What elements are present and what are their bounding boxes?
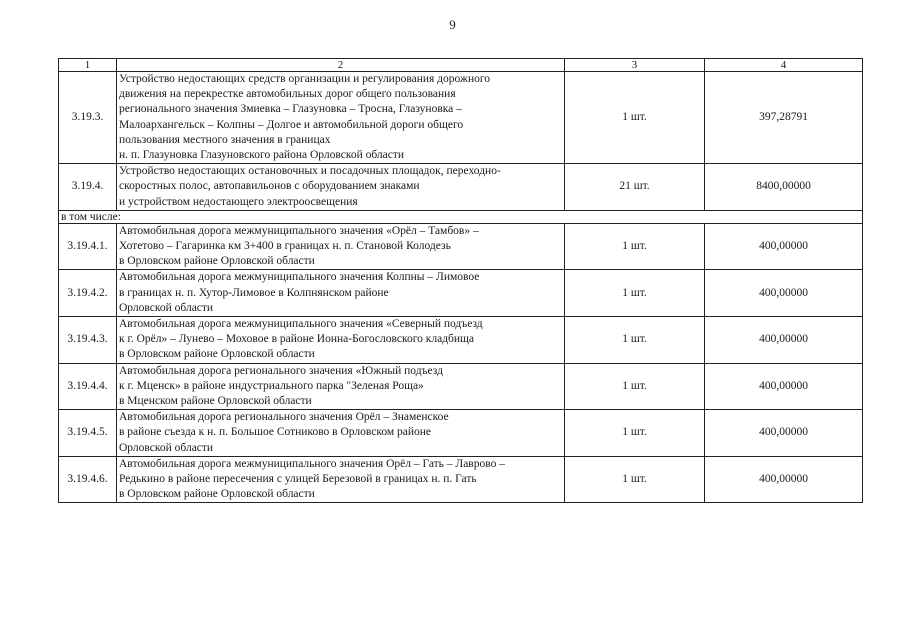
amount-cell: 400,00000 <box>705 363 863 410</box>
row-number-cell: 3.19.3. <box>59 72 117 164</box>
table-header-row <box>59 59 863 72</box>
quantity-cell: 21 шт. <box>565 164 705 211</box>
description-line: в Орловском районе Орловской области <box>119 488 315 501</box>
description-line: Автомобильная дорога межмуниципального значения «Орёл – Тамбов» – <box>119 224 479 237</box>
description-cell <box>117 164 565 211</box>
description-line: в Орловском районе Орловской области <box>119 255 315 268</box>
description-line: Устройство недостающих остановочных и посадочных площадок, переходно- <box>119 165 501 178</box>
page-number: 9 <box>449 17 456 32</box>
description-line: Орловской области <box>119 301 214 314</box>
table-row <box>59 164 863 211</box>
table-row <box>59 317 863 364</box>
row-number-cell: 3.19.4.5. <box>59 410 117 457</box>
description-line: в Орловском районе Орловской области <box>119 348 315 361</box>
description-line: Автомобильная дорога регионального значения Орёл – Знаменское <box>119 411 449 424</box>
description-line: движения на перекрестке автомобильных дорог общего пользования <box>119 88 456 101</box>
description-line: Хотетово – Гагаринка км 3+400 в границах н. п. Становой Колодезь <box>119 240 451 253</box>
description-line: Автомобильная дорога межмуниципального значения Колпны – Лимовое <box>119 271 480 284</box>
amount-cell: 400,00000 <box>705 456 863 503</box>
description-line: к г. Мценск» в районе индустриального парка "Зеленая Роща» <box>119 379 424 392</box>
column-header: 1 <box>59 59 117 72</box>
description-cell <box>117 317 565 364</box>
table-row <box>59 223 863 270</box>
description-cell <box>117 410 565 457</box>
description-line: к г. Орёл» – Лунево – Моховое в районе Ионна-Богословского кладбища <box>119 333 475 346</box>
quantity-cell: 1 шт. <box>565 410 705 457</box>
description-line: Орловской области <box>119 441 214 454</box>
subheader-label: в том числе: <box>59 210 863 223</box>
quantity-cell: 1 шт. <box>565 456 705 503</box>
quantity-cell: 1 шт. <box>565 72 705 164</box>
table-row <box>59 72 863 164</box>
description-line: скоростных полос, автопавильонов с оборудованием знаками <box>119 180 420 193</box>
table-row <box>59 456 863 503</box>
column-header: 2 <box>117 59 565 72</box>
row-number-cell: 3.19.4.3. <box>59 317 117 364</box>
quantity-cell: 1 шт. <box>565 223 705 270</box>
table-row <box>59 363 863 410</box>
amount-cell: 400,00000 <box>705 317 863 364</box>
amount-cell: 400,00000 <box>705 410 863 457</box>
description-line: н. п. Глазуновка Глазуновского района Орловской области <box>119 149 405 162</box>
table-row <box>59 270 863 317</box>
quantity-cell: 1 шт. <box>565 317 705 364</box>
description-line: Редькино в районе пересечения с улицей Березовой в границах н. п. Гать <box>119 473 477 486</box>
description-line: и устройством недостающего электроосвещения <box>119 195 358 208</box>
description-cell <box>117 72 565 164</box>
amount-cell: 400,00000 <box>705 223 863 270</box>
row-number-cell: 3.19.4. <box>59 164 117 211</box>
data-table <box>58 58 863 503</box>
description-cell <box>117 270 565 317</box>
description-cell <box>117 363 565 410</box>
amount-cell: 8400,00000 <box>705 164 863 211</box>
description-line: Автомобильная дорога регионального значения «Южный подъезд <box>119 364 443 377</box>
description-line: регионального значения Змиевка – Глазуновка – Тросна, Глазуновка – <box>119 103 462 116</box>
description-line: пользования местного значения в границах <box>119 133 331 146</box>
table-row <box>59 410 863 457</box>
column-header: 3 <box>565 59 705 72</box>
row-number-cell: 3.19.4.6. <box>59 456 117 503</box>
amount-cell: 400,00000 <box>705 270 863 317</box>
description-cell <box>117 456 565 503</box>
description-line: Автомобильная дорога межмуниципального значения Орёл – Гать – Лаврово – <box>119 457 505 470</box>
description-line: в границах н. п. Хутор-Лимовое в Колпнянском районе <box>119 286 389 299</box>
description-line: Устройство недостающих средств организации и регулирования дорожного <box>119 73 491 85</box>
subheader-row <box>59 210 863 223</box>
description-line: Малоархангельск – Колпны – Долгое и автомобильной дороги общего <box>119 118 464 131</box>
table-body <box>59 59 863 503</box>
column-header: 4 <box>705 59 863 72</box>
description-line: в Мценском районе Орловской области <box>119 395 312 408</box>
quantity-cell: 1 шт. <box>565 363 705 410</box>
row-number-cell: 3.19.4.2. <box>59 270 117 317</box>
description-line: Автомобильная дорога межмуниципального значения «Северный подъезд <box>119 318 483 331</box>
description-cell <box>117 223 565 270</box>
quantity-cell: 1 шт. <box>565 270 705 317</box>
row-number-cell: 3.19.4.1. <box>59 223 117 270</box>
amount-cell: 397,28791 <box>705 72 863 164</box>
row-number-cell: 3.19.4.4. <box>59 363 117 410</box>
description-line: в районе съезда к н. п. Большое Сотниково в Орловском районе <box>119 426 432 439</box>
